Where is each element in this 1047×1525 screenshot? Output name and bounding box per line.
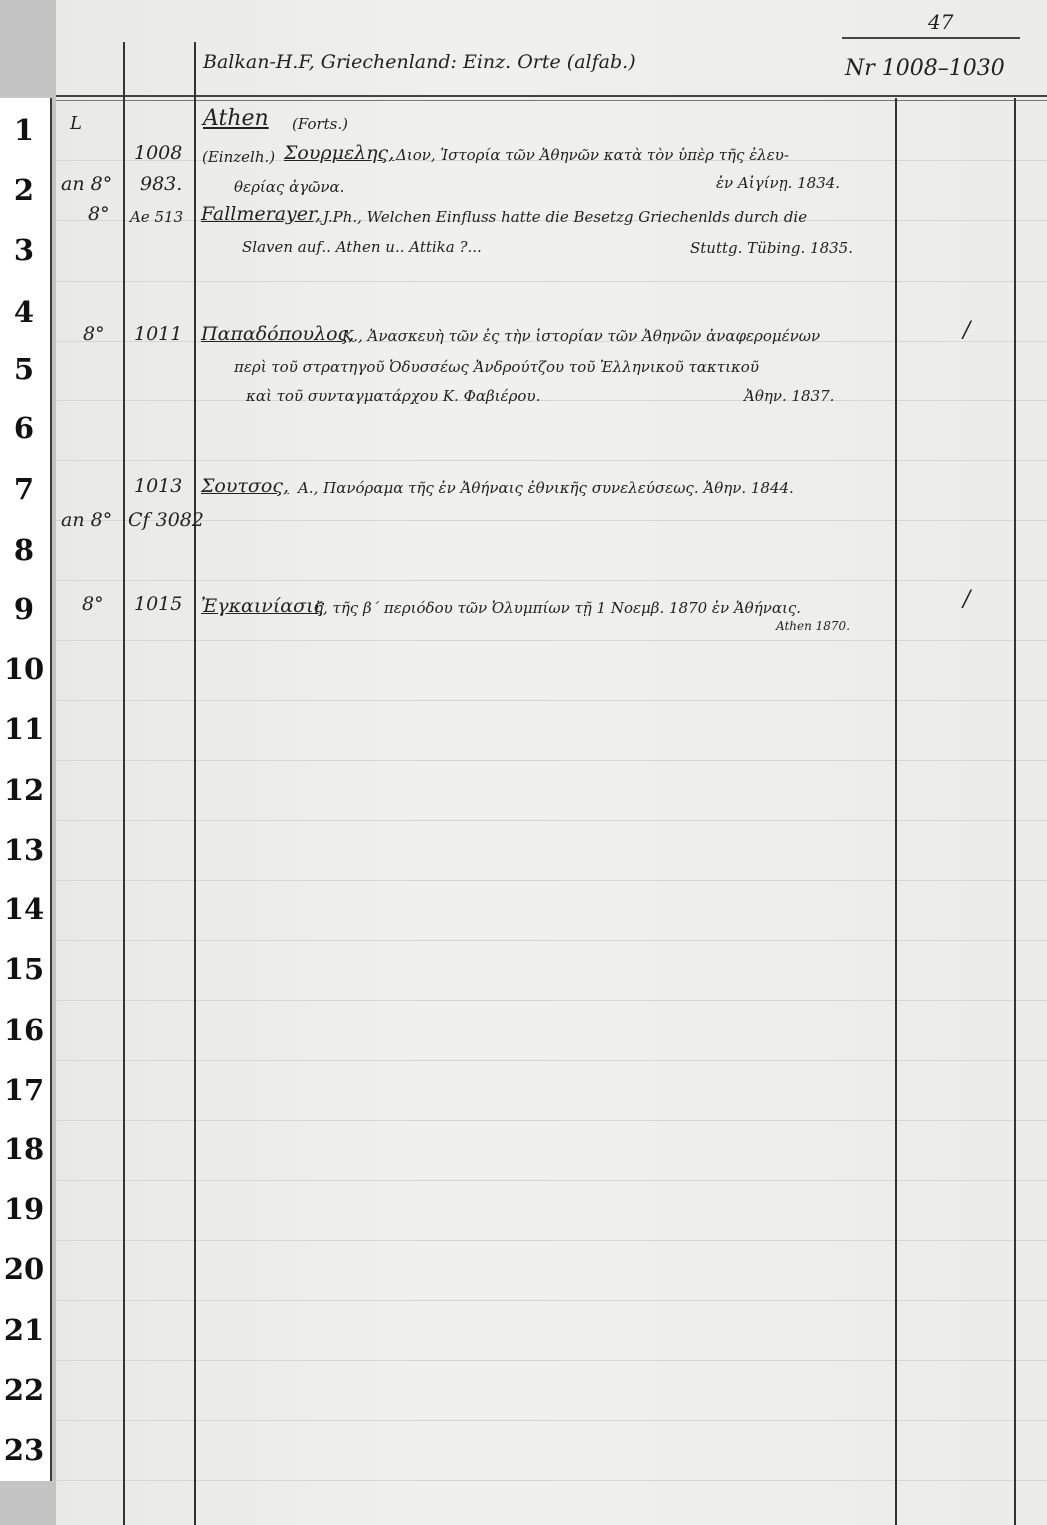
entry-text: περὶ τοῦ στρατηγοῦ Ὀδυσσέως Ἀνδρούτζου τοῦ Ἑλληνικοῦ τακτικοῦ — [234, 358, 759, 376]
rule-line — [56, 281, 1047, 282]
entry-place: Stuttg. Tübing. 1835. — [690, 239, 853, 257]
section-heading: Athen — [203, 106, 269, 131]
row-number: 8 — [13, 533, 35, 567]
rule-line — [56, 460, 1047, 461]
rule-line — [56, 1120, 1047, 1121]
entry-format: an 8° — [61, 509, 113, 531]
rule-line — [56, 1480, 1047, 1481]
row-number: 9 — [13, 592, 35, 626]
entry-number: 1011 — [134, 323, 183, 345]
entry-text: Slaven auf.. Athen u.. Attika ?... — [242, 238, 482, 256]
entry-author: Παπαδόπουλος, — [201, 323, 355, 345]
column-rule — [194, 42, 196, 1525]
section-continued: (Forts.) — [292, 115, 348, 133]
row-number: 3 — [13, 233, 35, 267]
row-number: 6 — [13, 411, 35, 445]
row-number: 13 — [3, 833, 45, 867]
row-number: 19 — [3, 1192, 45, 1226]
entry-prefix: (Einzelh.) — [202, 148, 276, 166]
rule-line — [56, 820, 1047, 821]
entry-text: Διον, Ἱστορία τῶν Ἀθηνῶν κατὰ τὸν ὑπὲρ τῆς ἐλευ- — [396, 146, 789, 164]
row-number: 10 — [3, 652, 45, 686]
rule-line — [56, 760, 1047, 761]
rule-line — [56, 1240, 1047, 1241]
rule-line — [56, 1420, 1047, 1421]
row-number: 15 — [3, 952, 45, 986]
column-rule — [123, 42, 125, 1525]
column-rule — [895, 98, 897, 1525]
entry-signature: 983. — [140, 173, 183, 195]
entry-author: Σουρμελης, — [284, 142, 395, 164]
rule-line — [56, 1000, 1047, 1001]
entry-number: 1015 — [134, 593, 183, 615]
entry-place: ἐν Αἰγίνῃ. 1834. — [716, 174, 841, 192]
rule-line — [56, 1180, 1047, 1181]
rule-line — [56, 520, 1047, 521]
row-number: 11 — [3, 712, 45, 746]
page-number: 47 — [928, 10, 954, 34]
row-number: 1 — [13, 113, 35, 147]
entry-place: Ἀθην. 1837. — [744, 387, 835, 405]
entry-text: καὶ τοῦ συνταγματάρχου Κ. Φαβιέρου. — [246, 387, 541, 405]
rule-line — [56, 700, 1047, 701]
rule-line — [56, 400, 1047, 401]
entry-format: 8° — [83, 323, 105, 345]
row-number: 12 — [3, 773, 45, 807]
entry-signature: Cf 3082 — [128, 509, 204, 531]
rule-line — [56, 880, 1047, 881]
entry-number: Ae 513 — [130, 208, 184, 226]
row-number: 22 — [3, 1373, 45, 1407]
row-number: 17 — [3, 1073, 45, 1107]
entry-text: θερίας ἀγῶνα. — [234, 178, 345, 196]
column-rule — [1014, 98, 1016, 1525]
number-range: Nr 1008–1030 — [845, 56, 1005, 81]
row-number: 2 — [13, 173, 35, 207]
rule-line — [56, 580, 1047, 581]
entry-text: ἤ, τῆς β΄ περιόδου τῶν Ὀλυμπίων τῇ 1 Νοεμβ. 1870 ἐν Ἀθήναις. — [314, 599, 802, 617]
entry-number: 1008 — [134, 142, 183, 164]
entry-number: 1013 — [134, 475, 183, 497]
row-number: 18 — [3, 1132, 45, 1166]
entry-mark: / — [963, 318, 971, 343]
entry-format: an 8° — [61, 173, 113, 195]
rule-line — [56, 1060, 1047, 1061]
entry-format: 8° — [82, 593, 104, 615]
entry-author: Ἐγκαινίασις — [201, 595, 325, 617]
entry-text: Α., Πανόραμα τῆς ἐν Ἀθήναις ἐθνικῆς συνελεύσεως. Ἀθην. 1844. — [298, 479, 794, 497]
entry-place: Athen 1870. — [776, 619, 851, 633]
page-number-rule — [842, 37, 1020, 39]
row-number: 23 — [3, 1433, 45, 1467]
page-title: Balkan-H.F, Griechenland: Einz. Orte (alfab.) — [203, 51, 636, 73]
row-number: 7 — [13, 472, 35, 506]
column-mark: L — [70, 113, 82, 134]
entry-text: J.Ph., Welchen Einfluss hatte die Besetzg Griechenlds durch die — [323, 208, 808, 226]
header-rule-thin — [56, 100, 1047, 101]
entry-mark: / — [963, 587, 971, 612]
row-number: 16 — [3, 1013, 45, 1047]
entry-author: Fallmerayer, — [201, 203, 322, 225]
row-number: 14 — [3, 892, 45, 926]
row-number: 20 — [3, 1252, 45, 1286]
entry-format: 8° — [88, 203, 110, 225]
rule-line — [56, 940, 1047, 941]
entry-text: Κ., Ἀνασκευὴ τῶν ἐς τὴν ἱστορίαν τῶν Ἀθηνῶν ἀναφερομένων — [342, 327, 821, 345]
rule-line — [56, 1360, 1047, 1361]
rule-line — [56, 640, 1047, 641]
row-number: 4 — [13, 295, 35, 329]
entry-author: Σουτσος, — [201, 475, 290, 497]
row-number: 21 — [3, 1313, 45, 1347]
header-rule — [56, 95, 1047, 97]
rule-line — [56, 1300, 1047, 1301]
row-number: 5 — [13, 352, 35, 386]
